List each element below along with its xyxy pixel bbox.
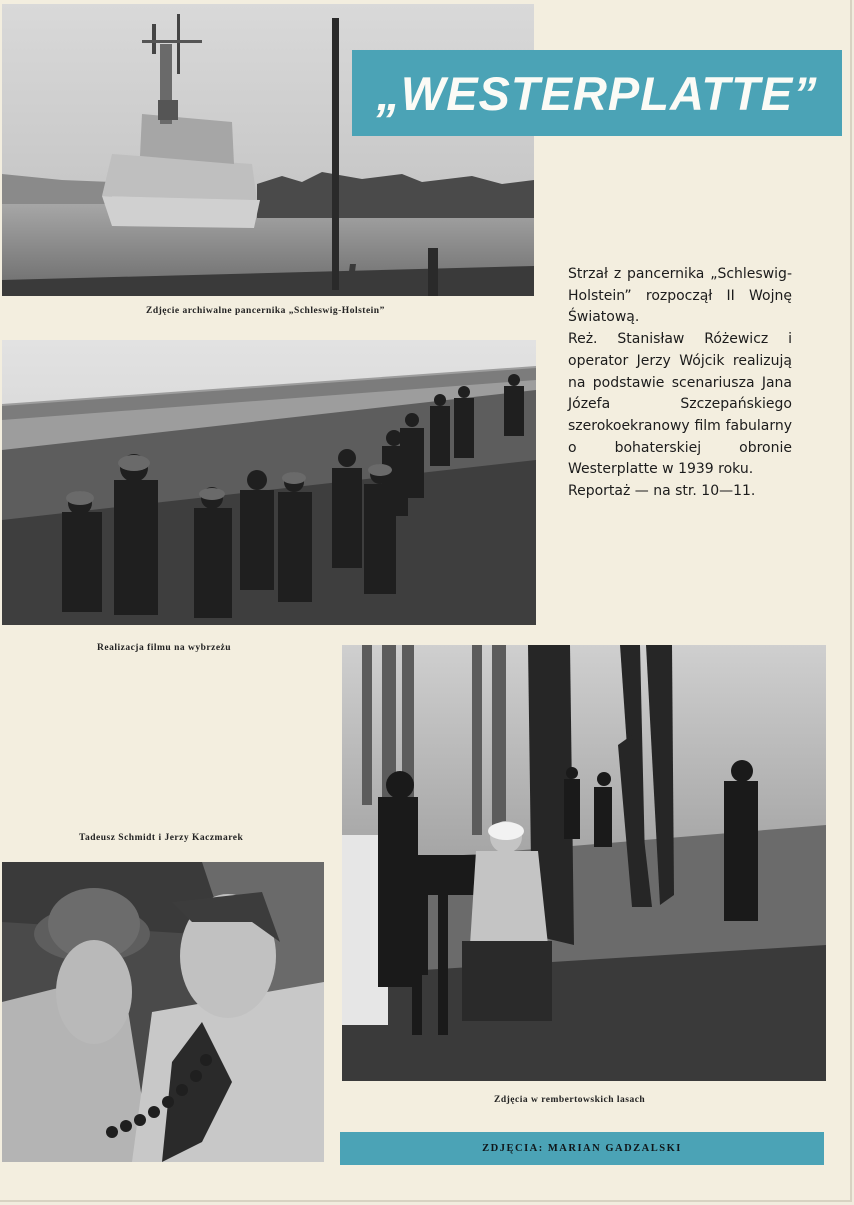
- caption-forest: Zdjęcia w rembertowskich lasach: [494, 1095, 646, 1105]
- title-banner: [352, 50, 842, 136]
- article-paragraph: Reż. Stanisław Różewicz i operator Jerzy Wójcik realizują na podstawie scenariusza Jana Józefa Szczepańskiego szerokoekranowy film fabularny o bohaterskiej obronie Westerplatte w 1939 roku.: [568, 331, 792, 478]
- coast-photo: [2, 340, 536, 625]
- forest-photo: [342, 645, 826, 1081]
- caption-actors: Tadeusz Schmidt i Jerzy Kaczmarek: [79, 833, 244, 843]
- battleship-photo: [2, 4, 534, 296]
- caption-battleship: Zdjęcie archiwalne pancernika „Schleswig-Holstein”: [146, 306, 385, 316]
- caption-coast: Realizacja filmu na wybrzeżu: [97, 643, 232, 653]
- article-text: [568, 264, 792, 503]
- photo-credit: ZDJĘCIA: MARIAN GADZALSKI: [482, 1143, 682, 1154]
- article-paragraph: Reportaż — na str. 10—11.: [568, 483, 756, 500]
- photo-credit-banner: [340, 1132, 824, 1165]
- actors-photo: [2, 862, 324, 1162]
- article-paragraph: Strzał z pancernika „Schleswig-Holstein” rozpoczął II Wojnę Światową.: [568, 266, 792, 326]
- page-title: „WESTERPLATTE”: [376, 66, 818, 120]
